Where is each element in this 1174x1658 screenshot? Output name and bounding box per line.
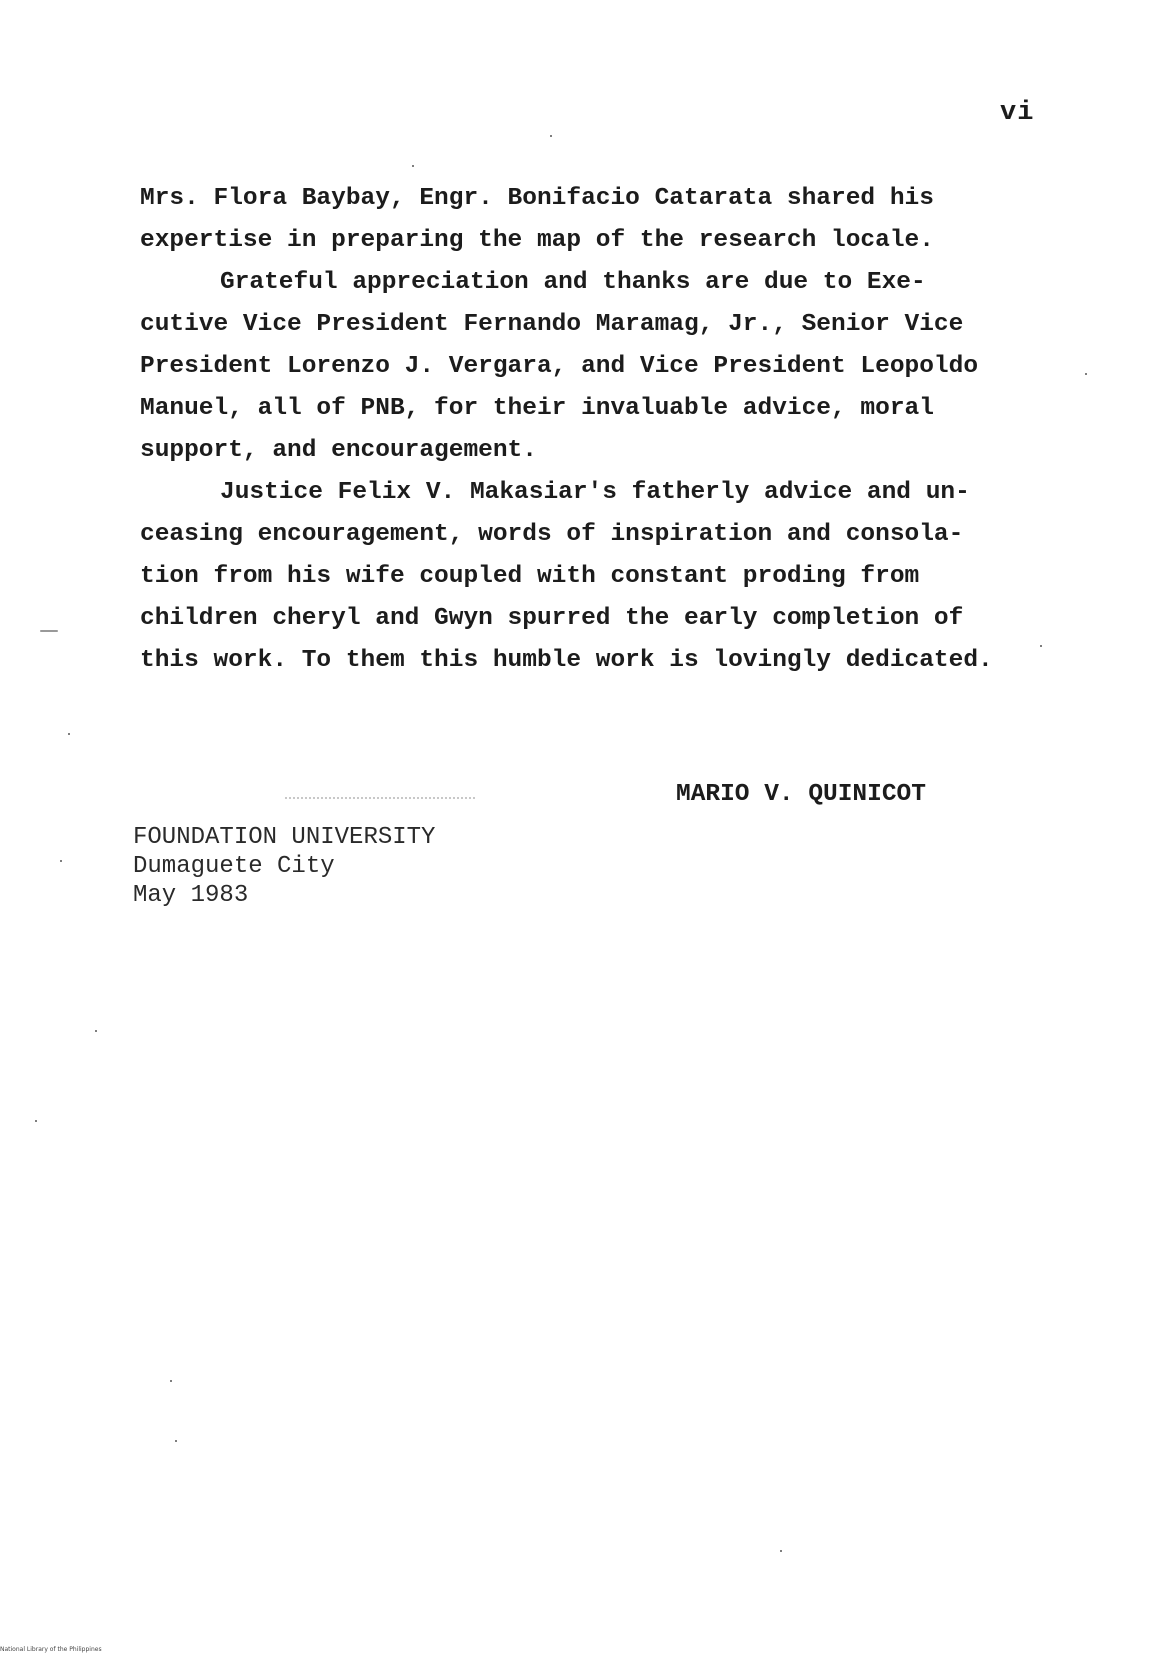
- text-line: cutive Vice President Fernando Maramag, Jr., Senior Vice: [140, 311, 964, 338]
- scan-speck: [550, 135, 552, 137]
- city-name: Dumaguete City: [133, 853, 335, 880]
- text-line: support, and encouragement.: [140, 437, 537, 464]
- page-number: vi: [1000, 98, 1035, 128]
- place-date-block: [133, 823, 435, 910]
- text-line: this work. To them this humble work is lovingly dedicated.: [140, 647, 993, 674]
- scan-speck: [1040, 645, 1042, 647]
- faded-mark: [285, 797, 475, 799]
- text-line: Justice Felix V. Makasiar's fatherly advice and un-: [220, 479, 970, 506]
- scan-speck: [60, 860, 62, 862]
- scan-speck: [40, 630, 58, 632]
- scan-speck: [412, 165, 414, 167]
- acknowledgment-text: [140, 178, 1080, 682]
- text-line: Grateful appreciation and thanks are due to Exe-: [220, 269, 926, 296]
- text-line: tion from his wife coupled with constant proding from: [140, 563, 920, 590]
- text-line: President Lorenzo J. Vergara, and Vice President Leopoldo: [140, 353, 979, 380]
- scan-speck: [95, 1030, 97, 1032]
- scan-speck: [780, 1550, 782, 1552]
- text-line: Mrs. Flora Baybay, Engr. Bonifacio Catarata shared his: [140, 185, 934, 212]
- date-line: May 1983: [133, 882, 249, 909]
- scan-speck: [68, 733, 70, 735]
- text-line: expertise in preparing the map of the research locale.: [140, 227, 934, 254]
- scan-speck: [1085, 373, 1087, 375]
- text-line: ceasing encouragement, words of inspiration and consola-: [140, 521, 964, 548]
- text-line: children cheryl and Gwyn spurred the early completion of: [140, 605, 964, 632]
- text-line: Manuel, all of PNB, for their invaluable advice, moral: [140, 395, 934, 422]
- scan-speck: [35, 1120, 37, 1122]
- scan-speck: [175, 1440, 177, 1442]
- scan-footer-note: National Library of the Philippines: [0, 1646, 102, 1653]
- author-signature: MARIO V. QUINICOT: [676, 781, 926, 808]
- institution-name: FOUNDATION UNIVERSITY: [133, 824, 436, 851]
- scan-speck: [170, 1380, 172, 1382]
